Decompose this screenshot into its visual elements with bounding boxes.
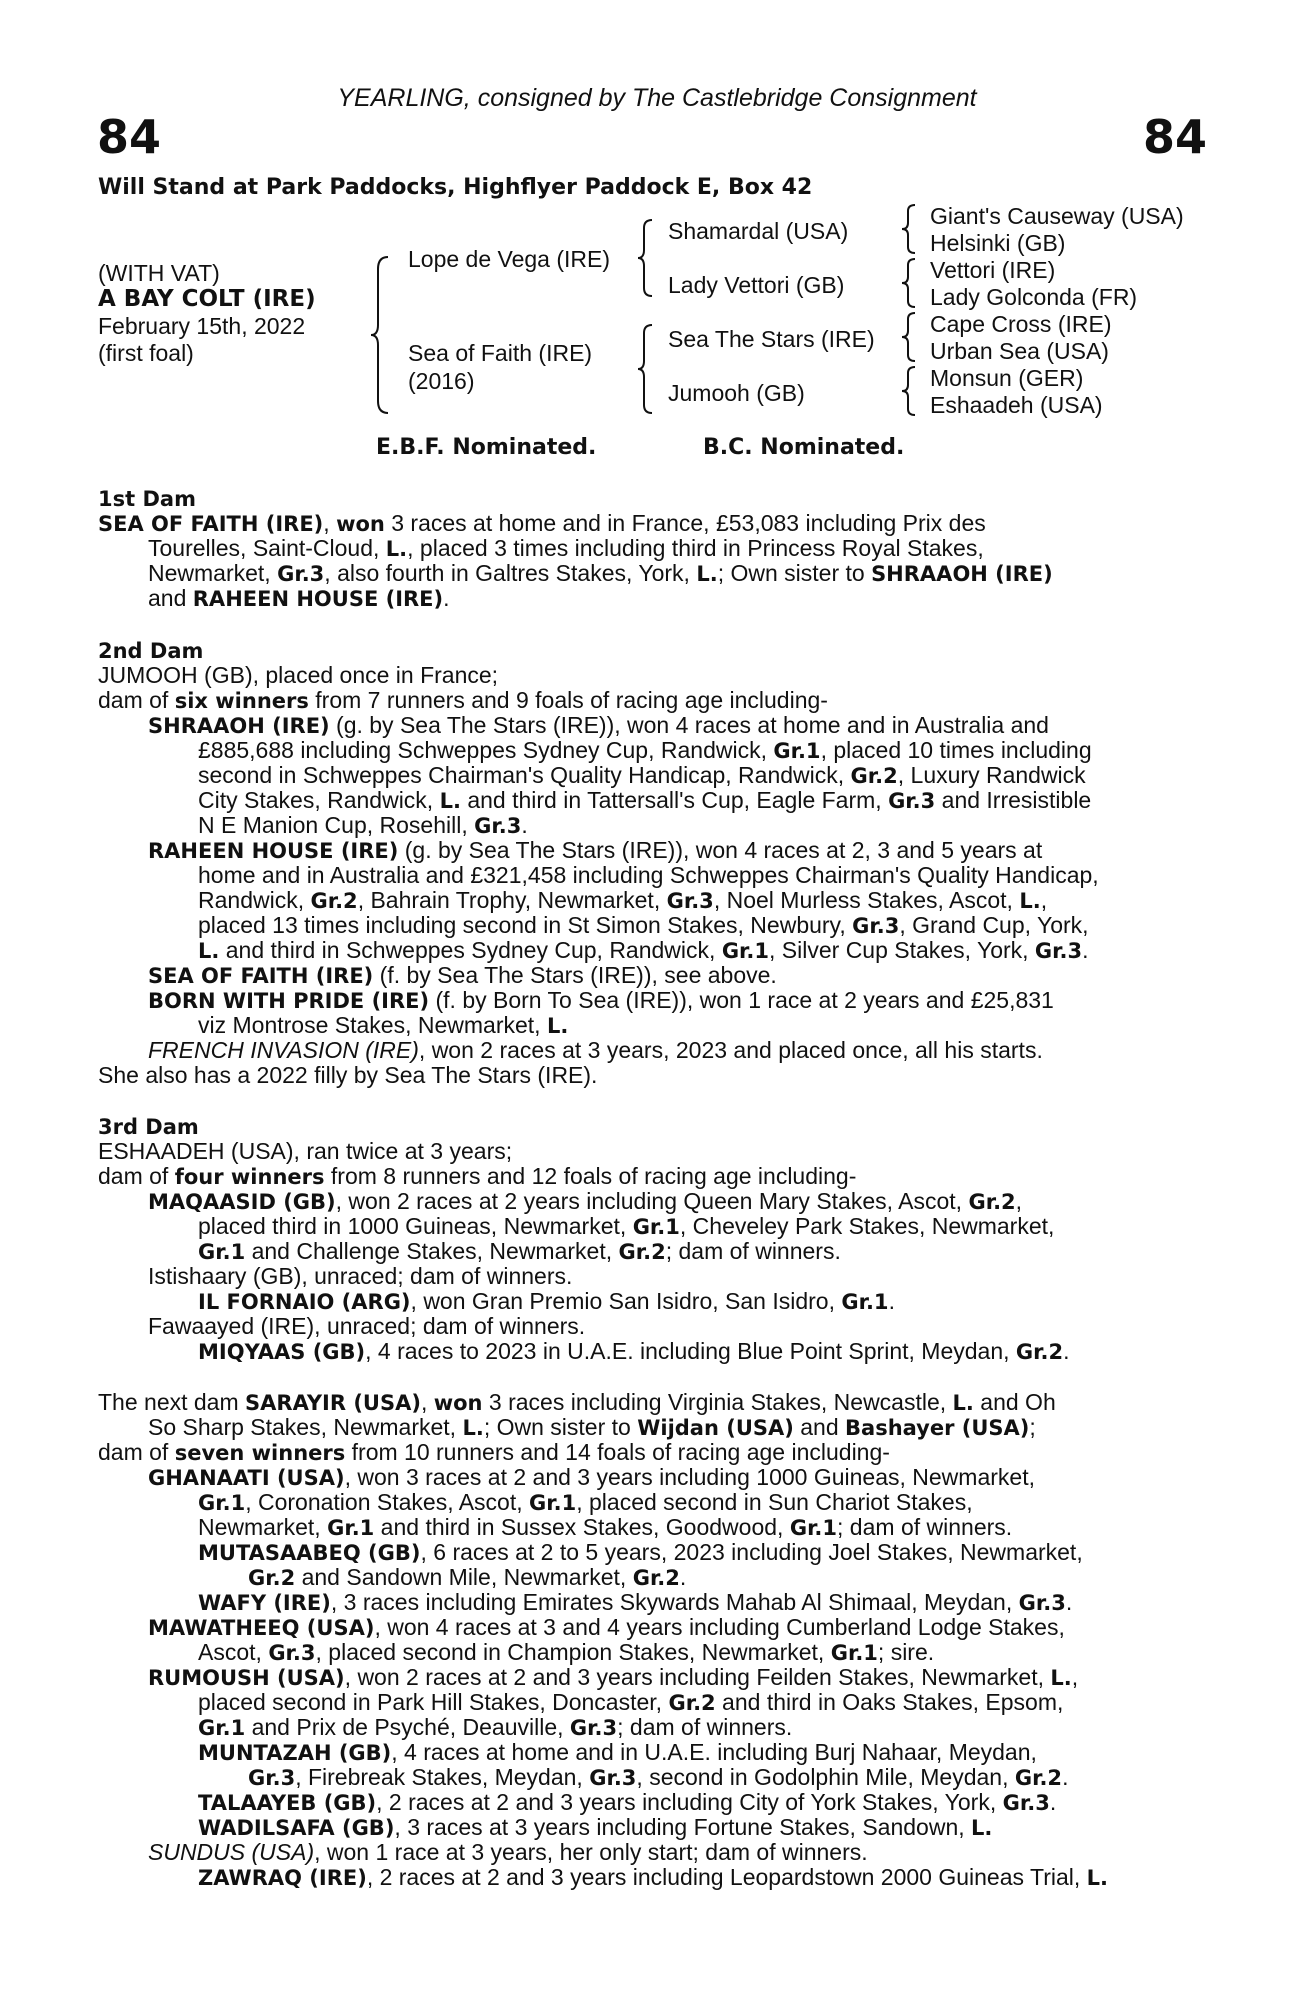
text-line: SUNDUS (USA), won 1 race at 3 years, her only start; dam of winners. xyxy=(148,1839,868,1865)
brace-ds xyxy=(901,311,919,363)
pedigree-ss: Shamardal (USA) xyxy=(668,218,849,244)
pedigree-dd: Jumooh (GB) xyxy=(668,380,805,406)
pedigree-ddd: Eshaadeh (USA) xyxy=(930,392,1103,418)
pedigree-ds: Sea The Stars (IRE) xyxy=(668,326,875,352)
foal-note: (first foal) xyxy=(98,340,194,366)
vat-note: (WITH VAT) xyxy=(98,260,220,286)
text-line: Tourelles, Saint-Cloud, L., placed 3 times including third in Princess Royal Stakes, xyxy=(148,535,984,561)
lot-number-left: 84 xyxy=(97,110,162,164)
text-line: GHANAATI (USA), won 3 races at 2 and 3 years including 1000 Guineas, Newmarket, xyxy=(148,1464,1035,1490)
text-line: placed 13 times including second in St Simon Stakes, Newbury, Gr.3, Grand Cup, York, xyxy=(198,912,1089,938)
text-line: Newmarket, Gr.3, also fourth in Galtres Stakes, York, L.; Own sister to SHRAAOH (IRE) xyxy=(148,560,1053,586)
brace-dam xyxy=(637,323,657,415)
text-line: City Stakes, Randwick, L. and third in Tattersall's Cup, Eagle Farm, Gr.3 and Irresistible xyxy=(198,787,1092,813)
horse-name: A BAY COLT (IRE) xyxy=(98,286,316,312)
text-line: SHRAAOH (IRE) (g. by Sea The Stars (IRE)), won 4 races at home and in Australia and xyxy=(148,712,1049,738)
pedigree-sire: Lope de Vega (IRE) xyxy=(408,246,611,272)
page-header: YEARLING, consigned by The Castlebridge Consignment xyxy=(337,84,977,112)
text-line: JUMOOH (GB), placed once in France; xyxy=(98,662,499,688)
text-line: Ascot, Gr.3, placed second in Champion Stakes, Newmarket, Gr.1; sire. xyxy=(198,1639,935,1665)
text-line: and RAHEEN HOUSE (IRE). xyxy=(148,585,450,611)
brace-gen1 xyxy=(370,255,394,415)
text-line: dam of four winners from 8 runners and 12 foals of racing age including- xyxy=(98,1163,857,1189)
ebf-nomination: E.B.F. Nominated. xyxy=(376,435,597,460)
section-heading: 3rd Dam xyxy=(98,1115,199,1139)
text-line: Randwick, Gr.2, Bahrain Trophy, Newmarket, Gr.3, Noel Murless Stakes, Ascot, L., xyxy=(198,887,1048,913)
text-line: MIQYAAS (GB), 4 races to 2023 in U.A.E. including Blue Point Sprint, Meydan, Gr.2. xyxy=(198,1338,1070,1364)
text-line: dam of seven winners from 10 runners and 14 foals of racing age including- xyxy=(98,1439,890,1465)
text-line: FRENCH INVASION (IRE), won 2 races at 3 years, 2023 and placed once, all his starts. xyxy=(148,1037,1043,1063)
text-line: She also has a 2022 filly by Sea The Stars (IRE). xyxy=(98,1062,598,1088)
text-line: N E Manion Cup, Rosehill, Gr.3. xyxy=(198,812,528,838)
pedigree-sss: Giant's Causeway (USA) xyxy=(930,203,1184,229)
text-line: IL FORNAIO (ARG), won Gran Premio San Isidro, San Isidro, Gr.1. xyxy=(198,1288,895,1314)
foaling-date: February 15th, 2022 xyxy=(98,313,306,339)
section-heading: 1st Dam xyxy=(98,487,196,511)
text-line: SEA OF FAITH (IRE), won 3 races at home and in France, £53,083 including Prix des xyxy=(98,510,986,536)
text-line: Gr.1 and Prix de Psyché, Deauville, Gr.3; dam of winners. xyxy=(198,1714,793,1740)
stand-location: Will Stand at Park Paddocks, Highflyer Paddock E, Box 42 xyxy=(98,175,813,200)
brace-ss xyxy=(901,203,919,255)
text-line: RAHEEN HOUSE (IRE) (g. by Sea The Stars (IRE)), won 4 races at 2, 3 and 5 years at xyxy=(148,837,1043,863)
text-line: MUNTAZAH (GB), 4 races at home and in U.A.E. including Burj Nahaar, Meydan, xyxy=(198,1739,1037,1765)
text-line: placed second in Park Hill Stakes, Doncaster, Gr.2 and third in Oaks Stakes, Epsom, xyxy=(198,1689,1064,1715)
text-line: Fawaayed (IRE), unraced; dam of winners. xyxy=(148,1313,586,1339)
brace-sire xyxy=(637,218,657,298)
text-line: Gr.3, Firebreak Stakes, Meydan, Gr.3, second in Godolphin Mile, Meydan, Gr.2. xyxy=(248,1764,1069,1790)
pedigree-ssd: Helsinki (GB) xyxy=(930,230,1066,256)
text-line: MAQAASID (GB), won 2 races at 2 years including Queen Mary Stakes, Ascot, Gr.2, xyxy=(148,1188,1023,1214)
text-line: WADILSAFA (GB), 3 races at 3 years including Fortune Stakes, Sandown, L. xyxy=(198,1814,993,1840)
section-heading: 2nd Dam xyxy=(98,639,204,663)
text-line: MAWATHEEQ (USA), won 4 races at 3 and 4 years including Cumberland Lodge Stakes, xyxy=(148,1614,1065,1640)
text-line: Newmarket, Gr.1 and third in Sussex Stakes, Goodwood, Gr.1; dam of winners. xyxy=(198,1514,1013,1540)
text-line: second in Schweppes Chairman's Quality Handicap, Randwick, Gr.2, Luxury Randwick xyxy=(198,762,1086,788)
pedigree-sdd: Lady Golconda (FR) xyxy=(930,284,1138,310)
brace-dd xyxy=(901,365,919,417)
text-line: BORN WITH PRIDE (IRE) (f. by Born To Sea (IRE)), won 1 race at 2 years and £25,831 xyxy=(148,987,1054,1013)
text-line: viz Montrose Stakes, Newmarket, L. xyxy=(198,1012,569,1038)
pedigree-dsd: Urban Sea (USA) xyxy=(930,338,1109,364)
pedigree-sd: Lady Vettori (GB) xyxy=(668,272,845,298)
pedigree-sds: Vettori (IRE) xyxy=(930,257,1056,283)
text-line: Gr.1, Coronation Stakes, Ascot, Gr.1, placed second in Sun Chariot Stakes, xyxy=(198,1489,973,1515)
brace-sd xyxy=(901,257,919,309)
pedigree-dam: Sea of Faith (IRE) xyxy=(408,340,593,366)
pedigree-dss: Cape Cross (IRE) xyxy=(930,311,1112,337)
text-line: ZAWRAQ (IRE), 2 races at 2 and 3 years including Leopardstown 2000 Guineas Trial, L. xyxy=(198,1864,1108,1890)
text-line: So Sharp Stakes, Newmarket, L.; Own sister to Wijdan (USA) and Bashayer (USA); xyxy=(148,1414,1036,1440)
text-line: RUMOUSH (USA), won 2 races at 2 and 3 years including Feilden Stakes, Newmarket, L., xyxy=(148,1664,1079,1690)
lot-number-right: 84 xyxy=(1142,110,1207,164)
text-line: The next dam SARAYIR (USA), won 3 races including Virginia Stakes, Newcastle, L. and Oh xyxy=(98,1389,1056,1415)
text-line: MUTASAABEQ (GB), 6 races at 2 to 5 years, 2023 including Joel Stakes, Newmarket, xyxy=(198,1539,1083,1565)
text-line: Gr.2 and Sandown Mile, Newmarket, Gr.2. xyxy=(248,1564,687,1590)
text-line: Istishaary (GB), unraced; dam of winners. xyxy=(148,1263,573,1289)
text-line: home and in Australia and £321,458 including Schweppes Chairman's Quality Handicap, xyxy=(198,862,1099,888)
text-line: TALAAYEB (GB), 2 races at 2 and 3 years including City of York Stakes, York, Gr.3. xyxy=(198,1789,1057,1815)
text-line: WAFY (IRE), 3 races including Emirates Skywards Mahab Al Shimaal, Meydan, Gr.3. xyxy=(198,1589,1073,1615)
pedigree-dam-year: (2016) xyxy=(408,368,475,394)
text-line: L. and third in Schweppes Sydney Cup, Randwick, Gr.1, Silver Cup Stakes, York, Gr.3. xyxy=(198,937,1089,963)
text-line: £885,688 including Schweppes Sydney Cup, Randwick, Gr.1, placed 10 times including xyxy=(198,737,1092,763)
bc-nomination: B.C. Nominated. xyxy=(703,435,905,460)
text-line: Gr.1 and Challenge Stakes, Newmarket, Gr.2; dam of winners. xyxy=(198,1238,841,1264)
pedigree-dds: Monsun (GER) xyxy=(930,365,1084,391)
text-line: dam of six winners from 7 runners and 9 foals of racing age including- xyxy=(98,687,828,713)
text-line: SEA OF FAITH (IRE) (f. by Sea The Stars (IRE)), see above. xyxy=(148,962,777,988)
text-line: placed third in 1000 Guineas, Newmarket, Gr.1, Cheveley Park Stakes, Newmarket, xyxy=(198,1213,1055,1239)
text-line: ESHAADEH (USA), ran twice at 3 years; xyxy=(98,1138,513,1164)
